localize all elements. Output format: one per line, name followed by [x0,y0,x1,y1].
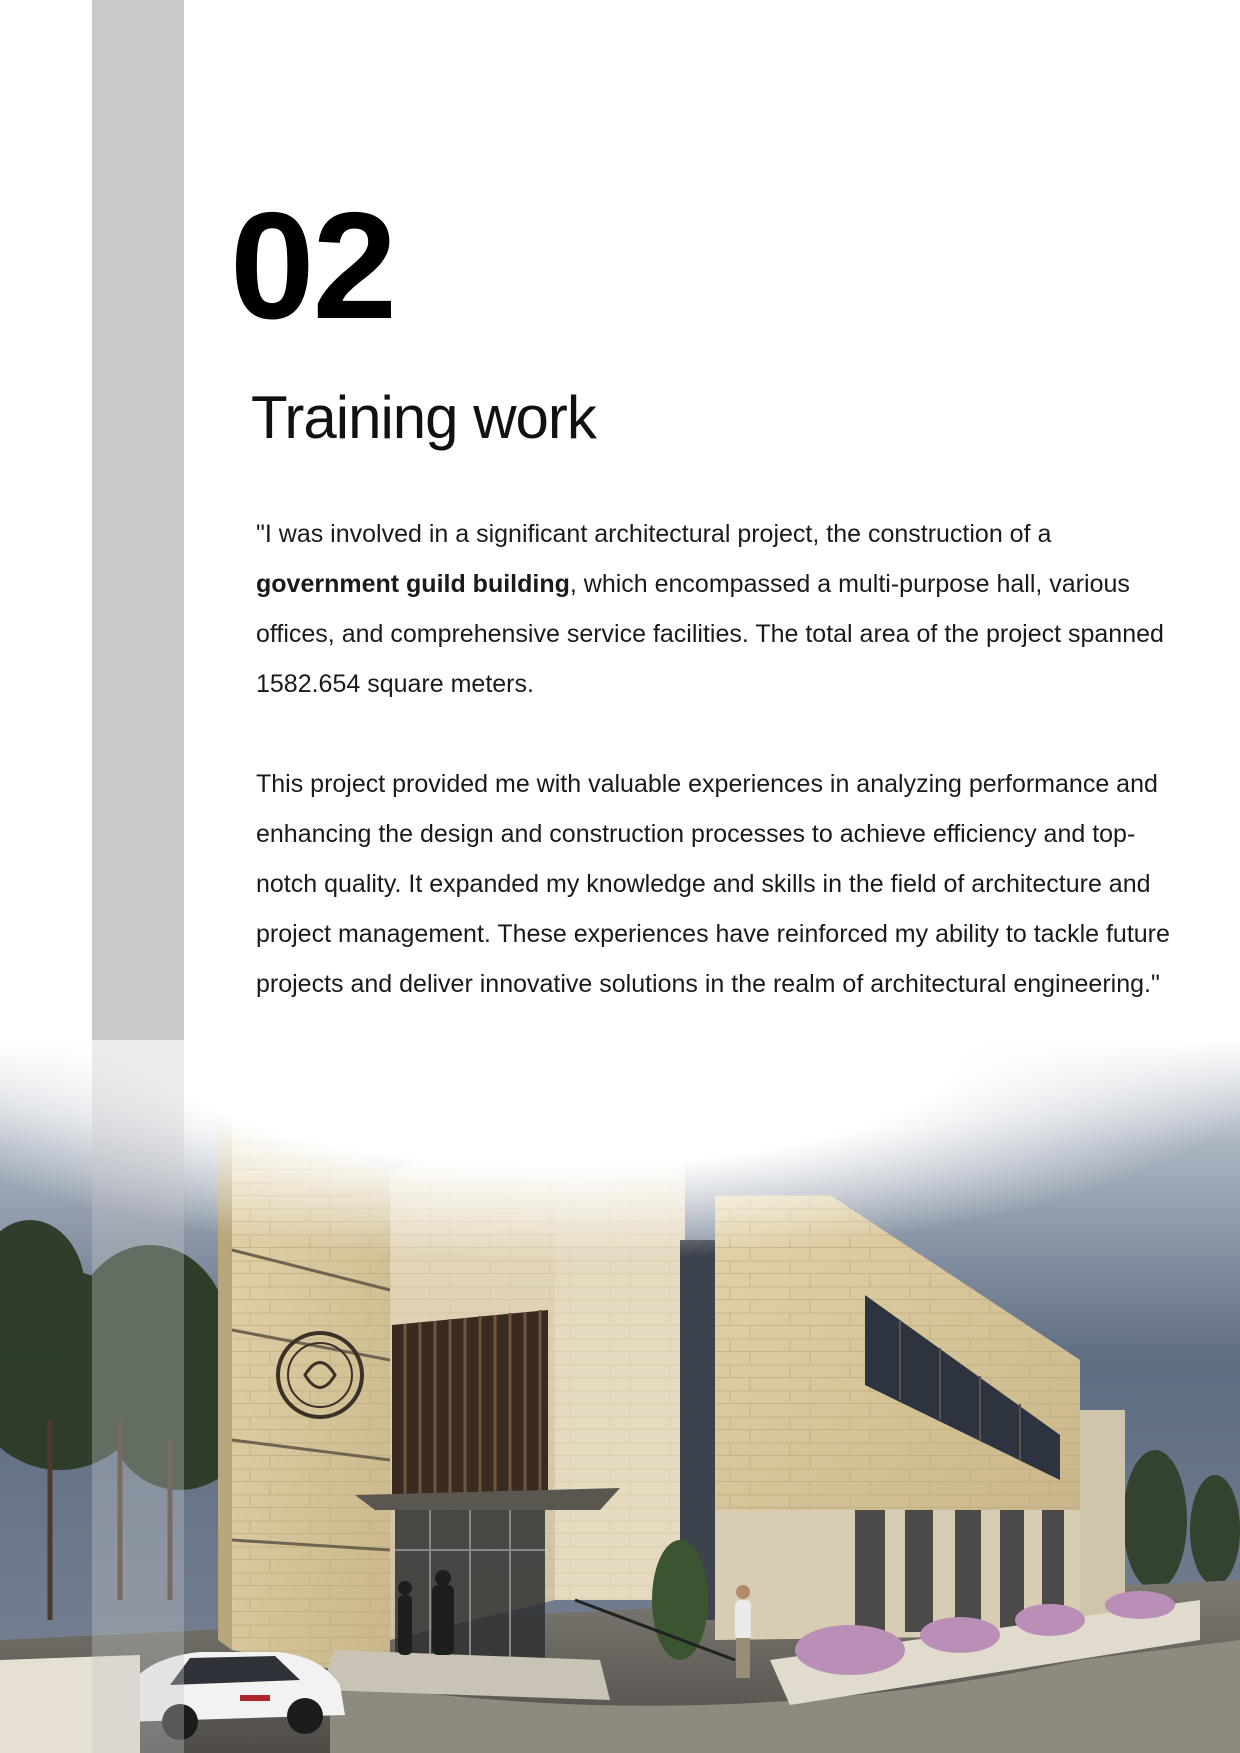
body-text [256,509,1196,1009]
paragraph-2: This project provided me with valuable experiences in analyzing performance and enhancing the design and construction processes to achieve efficiency and top-notch quality. It expanded my knowledge and skills in the field of architecture and project management. These experiences have reinforced my ability to tackle future projects and deliver innovative solutions in the realm of architectural engineering." [256,770,1170,998]
paragraph-1 [256,509,1196,709]
building-rendering-illustration [0,1040,1240,1753]
paragraph-1-rest: , which encompassed a multi-purpose hall, various offices, and comprehensive service facilities. The total area of the project spanned 1582.654 square meters. [256,570,1164,698]
paragraph-1-highlight: government guild building [256,570,570,598]
building-rendering [0,1040,1240,1753]
side-accent-bar-overlay [92,1040,184,1753]
section-number: 02 [230,181,396,351]
paragraph-1-intro: "I was involved in a significant architectural project, the construction of a [256,520,1052,548]
section-title: Training work [251,384,596,451]
